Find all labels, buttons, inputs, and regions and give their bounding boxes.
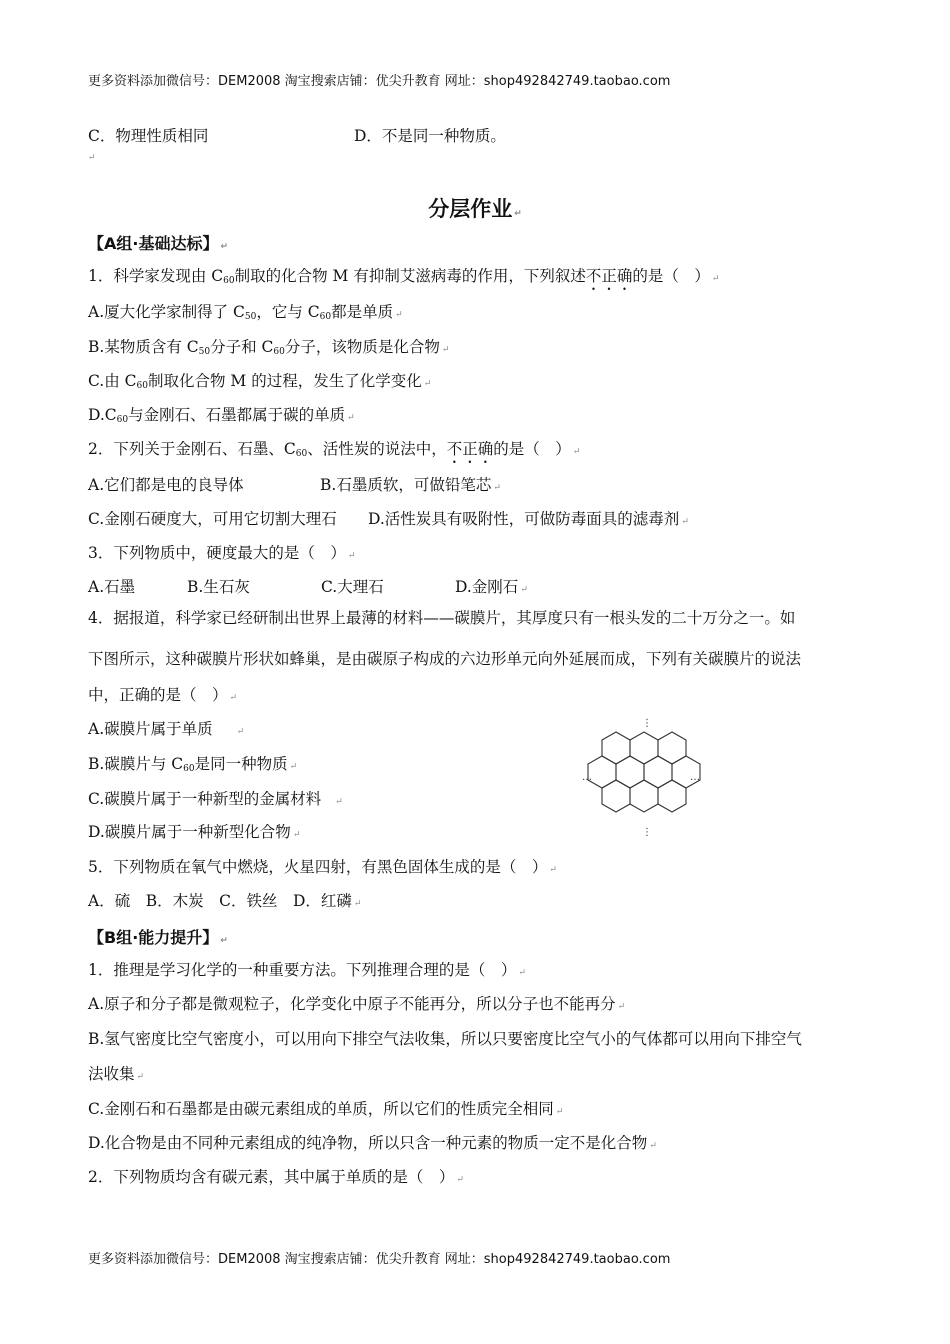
page-title: 分层作业 ↵ [428,197,522,221]
a-q3-options: A.石墨 B.生石灰 C.大理石 D.金刚石 ↵ [88,578,528,596]
b-q1-stem: 1．推理是学习化学的一种重要方法。下列推理合理的是（ ） ↵ [88,961,526,979]
b-q1-option-b-line1: B.氢气密度比空气密度小，可以用向下排空气法收集，所以只要密度比空气小的气体都可以用向下排空气 [88,1030,802,1048]
b-q2-stem: 2．下列物质均含有碳元素，其中属于单质的是（ ） ↵ [88,1168,464,1186]
hex-cell [588,756,616,788]
a-q4-stem-line2: 下图所示，这种碳膜片形状如蜂巢，是由碳原子构成的六边形单元向外延展而成，下列有关碳膜片的说法 [88,650,802,668]
hex-cell [602,780,630,812]
hex-cell [658,780,686,812]
a-q4-option-d: D.碳膜片属于一种新型化合物 ↵ [88,823,301,841]
hex-cell [658,732,686,764]
hex-cell [630,732,658,764]
a-q5-options: A．硫 B．木炭 C．铁丝 D．红磷 ↵ [88,892,362,910]
page-footer: 更多资料添加微信号：DEM2008 淘宝搜索店铺：优尖升教育 网址：shop492842749.taobao.com [88,1252,671,1267]
a-q1-option-b: B.某物质含有 $C_{50}$分子和 $C_{60}$分子，该物质是化合物 ↵ [88,338,450,357]
hex-cell [602,732,630,764]
group-b-heading: 【B组·能力提升】 ↵ [88,928,228,947]
a-q1-stem: 1．科学家发现由 $C_{60}$制取的化合物 M 有抑制艾滋病毒的作用，下列叙述不正确的是（ ） ↵ [88,267,720,286]
page-header: 更多资料添加微信号：DEM2008 淘宝搜索店铺：优尖升教育 网址：shop492842749.taobao.com [88,74,671,89]
hex-cell [616,756,644,788]
a-q2-options-ab: A.它们都是电的良导体 B.石墨质软，可做铅笔芯 ↵ [88,476,501,494]
vdots-top: ⋮ [642,718,652,729]
a-q3-stem: 3．下列物质中，硬度最大的是（ ） ↵ [88,544,356,562]
a-q4-option-b: B.碳膜片与 $C_{60}$是同一种物质 ↵ [88,755,298,774]
hex-cell [630,780,658,812]
prev-options-row [88,126,506,146]
a-q1-option-d: $D.C_{60}$与金刚石、石墨都属于碳的单质 ↵ [88,406,355,425]
b-q1-option-a: A.原子和分子都是微观粒子，化学变化中原子不能再分，所以分子也不能再分 ↵ [88,995,626,1013]
ellipsis-left: … [582,772,592,783]
a-q1-option-a: A.厦大化学家制得了 $C_{50}$，它与 $C_{60}$都是单质 ↵ [88,303,403,322]
hex-cell [644,756,672,788]
b-q1-option-c: C.金刚石和石墨都是由碳元素组成的单质，所以它们的性质完全相同 ↵ [88,1100,564,1118]
option-d: D．不是同一种物质。 [354,127,506,145]
a-q4-option-c: C.碳膜片属于一种新型的金属材料 ↵ [88,790,343,808]
group-a-heading: 【A组·基础达标】 ↵ [88,234,229,253]
a-q4-stem-line3: 中，正确的是（ ） ↵ [88,686,238,704]
a-q4-stem-line1: 4．据报道，科学家已经研制出世界上最薄的材料——碳膜片，其厚度只有一根头发的二十万分之一。如 [88,609,796,627]
b-q1-option-d: D.化合物是由不同种元素组成的纯净物，所以只含一种元素的物质一定不是化合物 ↵ [88,1134,657,1152]
paragraph-mark: ↵ [88,153,96,163]
a-q2-stem: 2．下列关于金刚石、石墨、$C_{60}$、活性炭的说法中，不正确的是（ ） ↵ [88,440,581,459]
option-c: C．物理性质相同 [88,127,209,145]
a-q4-option-a: A.碳膜片属于单质 ↵ [88,720,245,738]
carbon-film-honeycomb-figure [584,716,706,838]
a-q1-option-c: C.由 $C_{60}$制取化合物 M 的过程，发生了化学变化 ↵ [88,372,432,391]
a-q5-stem: 5．下列物质在氧气中燃烧，火星四射，有黑色固体生成的是（ ） ↵ [88,858,557,876]
vdots-bottom: ⋮ [642,827,652,838]
b-q1-option-b-line2: 法收集 ↵ [88,1065,145,1083]
a-q2-options-cd: C.金刚石硬度大，可用它切割大理石 D.活性炭具有吸附性，可做防毒面具的滤毒剂 ↵ [88,510,689,528]
ellipsis-right: … [690,772,700,783]
